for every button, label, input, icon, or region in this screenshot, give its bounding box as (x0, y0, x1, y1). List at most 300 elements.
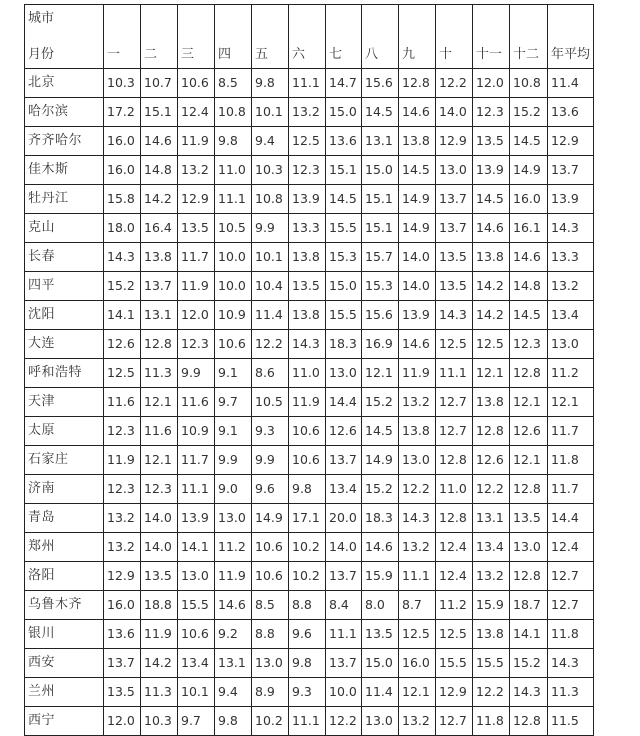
value-cell: 11.1 (399, 562, 436, 591)
annual-average-cell: 12.9 (548, 127, 594, 156)
value-cell: 10.4 (252, 272, 289, 301)
value-cell: 12.8 (510, 707, 548, 736)
value-cell: 15.1 (362, 214, 399, 243)
value-cell: 11.1 (289, 69, 326, 98)
value-cell: 12.3 (510, 330, 548, 359)
value-cell: 14.5 (510, 301, 548, 330)
annual-average-cell: 11.7 (548, 417, 594, 446)
city-name-cell: 西宁 (25, 707, 104, 736)
table-container (24, 4, 594, 736)
value-cell: 11.9 (215, 562, 252, 591)
value-cell: 14.0 (326, 533, 362, 562)
value-cell: 16.0 (104, 591, 141, 620)
value-cell: 10.0 (215, 243, 252, 272)
value-cell: 17.2 (104, 98, 141, 127)
value-cell: 13.1 (362, 127, 399, 156)
value-cell: 14.5 (473, 185, 510, 214)
city-name-cell: 郑州 (25, 533, 104, 562)
month-header-6: 六 (289, 5, 326, 69)
annual-average-cell: 13.3 (548, 243, 594, 272)
monthly-data-table (24, 4, 594, 736)
value-cell: 9.8 (215, 127, 252, 156)
value-cell: 10.6 (252, 562, 289, 591)
value-cell: 9.1 (215, 359, 252, 388)
value-cell: 14.4 (326, 388, 362, 417)
value-cell: 16.9 (362, 330, 399, 359)
value-cell: 12.7 (436, 707, 473, 736)
month-header-11: 十一 (473, 5, 510, 69)
value-cell: 15.5 (326, 301, 362, 330)
value-cell: 13.7 (141, 272, 178, 301)
value-cell: 13.0 (510, 533, 548, 562)
value-cell: 13.2 (473, 562, 510, 591)
value-cell: 11.0 (289, 359, 326, 388)
value-cell: 10.8 (510, 69, 548, 98)
value-cell: 8.9 (252, 678, 289, 707)
annual-average-cell: 11.3 (548, 678, 594, 707)
value-cell: 12.5 (473, 330, 510, 359)
value-cell: 12.1 (362, 359, 399, 388)
value-cell: 12.1 (510, 446, 548, 475)
value-cell: 14.9 (399, 214, 436, 243)
value-cell: 11.1 (436, 359, 473, 388)
value-cell: 11.0 (436, 475, 473, 504)
value-cell: 15.3 (362, 272, 399, 301)
value-cell: 9.9 (252, 446, 289, 475)
value-cell: 12.8 (436, 446, 473, 475)
value-cell: 10.8 (252, 185, 289, 214)
value-cell: 9.8 (289, 649, 326, 678)
month-header-8: 八 (362, 5, 399, 69)
annual-average-cell: 14.3 (548, 649, 594, 678)
value-cell: 11.4 (362, 678, 399, 707)
table-row (25, 678, 594, 707)
value-cell: 13.2 (289, 98, 326, 127)
value-cell: 11.1 (326, 620, 362, 649)
value-cell: 12.7 (436, 417, 473, 446)
value-cell: 15.5 (178, 591, 215, 620)
city-name-cell: 洛阳 (25, 562, 104, 591)
value-cell: 10.0 (326, 678, 362, 707)
value-cell: 13.1 (215, 649, 252, 678)
value-cell: 15.2 (510, 649, 548, 678)
value-cell: 15.0 (326, 272, 362, 301)
annual-average-cell: 12.7 (548, 562, 594, 591)
value-cell: 15.1 (141, 98, 178, 127)
value-cell: 14.1 (178, 533, 215, 562)
value-cell: 13.4 (326, 475, 362, 504)
value-cell: 13.2 (399, 533, 436, 562)
value-cell: 14.3 (399, 504, 436, 533)
value-cell: 10.3 (141, 707, 178, 736)
value-cell: 14.0 (141, 504, 178, 533)
value-cell: 13.8 (473, 388, 510, 417)
value-cell: 14.6 (215, 591, 252, 620)
value-cell: 10.6 (289, 446, 326, 475)
value-cell: 13.8 (289, 301, 326, 330)
month-header-9: 九 (399, 5, 436, 69)
annual-average-cell: 11.4 (548, 69, 594, 98)
value-cell: 9.7 (178, 707, 215, 736)
table-row (25, 69, 594, 98)
month-header-label: 月份 (28, 47, 55, 62)
value-cell: 12.8 (399, 69, 436, 98)
value-cell: 16.0 (510, 185, 548, 214)
value-cell: 11.9 (178, 127, 215, 156)
value-cell: 12.3 (289, 156, 326, 185)
value-cell: 9.8 (252, 69, 289, 98)
city-name-cell: 石家庄 (25, 446, 104, 475)
value-cell: 14.6 (141, 127, 178, 156)
value-cell: 12.1 (399, 678, 436, 707)
value-cell: 14.0 (399, 272, 436, 301)
value-cell: 13.2 (104, 504, 141, 533)
month-header-4: 四 (215, 5, 252, 69)
table-row (25, 504, 594, 533)
value-cell: 12.3 (473, 98, 510, 127)
value-cell: 8.7 (399, 591, 436, 620)
value-cell: 13.8 (289, 243, 326, 272)
value-cell: 14.5 (326, 185, 362, 214)
value-cell: 13.2 (399, 388, 436, 417)
value-cell: 9.4 (252, 127, 289, 156)
value-cell: 9.4 (215, 678, 252, 707)
value-cell: 13.5 (104, 678, 141, 707)
value-cell: 15.0 (362, 156, 399, 185)
annual-average-cell: 11.5 (548, 707, 594, 736)
value-cell: 15.5 (473, 649, 510, 678)
annual-average-cell: 13.7 (548, 156, 594, 185)
value-cell: 13.9 (473, 156, 510, 185)
value-cell: 13.2 (178, 156, 215, 185)
annual-average-cell: 12.7 (548, 591, 594, 620)
value-cell: 12.5 (104, 359, 141, 388)
value-cell: 9.6 (289, 620, 326, 649)
value-cell: 11.9 (289, 388, 326, 417)
value-cell: 15.0 (362, 649, 399, 678)
month-header-7: 七 (326, 5, 362, 69)
table-row (25, 475, 594, 504)
value-cell: 9.8 (289, 475, 326, 504)
value-cell: 11.9 (178, 272, 215, 301)
annual-average-cell: 12.4 (548, 533, 594, 562)
city-name-cell: 四平 (25, 272, 104, 301)
city-name-cell: 济南 (25, 475, 104, 504)
city-name-cell: 西安 (25, 649, 104, 678)
value-cell: 14.3 (510, 678, 548, 707)
value-cell: 12.9 (436, 678, 473, 707)
value-cell: 14.5 (362, 98, 399, 127)
month-header-10: 十 (436, 5, 473, 69)
city-name-cell: 乌鲁木齐 (25, 591, 104, 620)
table-row (25, 185, 594, 214)
value-cell: 15.1 (362, 185, 399, 214)
value-cell: 9.3 (289, 678, 326, 707)
value-cell: 12.2 (473, 678, 510, 707)
value-cell: 15.7 (362, 243, 399, 272)
table-row (25, 591, 594, 620)
value-cell: 14.2 (141, 649, 178, 678)
value-cell: 15.0 (326, 98, 362, 127)
value-cell: 14.2 (473, 301, 510, 330)
table-row (25, 243, 594, 272)
value-cell: 13.2 (399, 707, 436, 736)
value-cell: 15.6 (362, 301, 399, 330)
value-cell: 13.5 (436, 243, 473, 272)
value-cell: 13.8 (473, 243, 510, 272)
value-cell: 14.5 (510, 127, 548, 156)
value-cell: 14.0 (399, 243, 436, 272)
value-cell: 14.9 (510, 156, 548, 185)
value-cell: 10.2 (289, 533, 326, 562)
value-cell: 13.0 (436, 156, 473, 185)
value-cell: 9.3 (252, 417, 289, 446)
value-cell: 10.6 (215, 330, 252, 359)
value-cell: 18.3 (326, 330, 362, 359)
value-cell: 13.0 (362, 707, 399, 736)
value-cell: 13.5 (178, 214, 215, 243)
value-cell: 10.6 (178, 620, 215, 649)
value-cell: 13.7 (326, 562, 362, 591)
city-name-cell: 哈尔滨 (25, 98, 104, 127)
value-cell: 9.9 (178, 359, 215, 388)
value-cell: 13.7 (104, 649, 141, 678)
value-cell: 11.4 (252, 301, 289, 330)
value-cell: 15.2 (104, 272, 141, 301)
table-row (25, 156, 594, 185)
value-cell: 10.8 (215, 98, 252, 127)
value-cell: 13.5 (436, 272, 473, 301)
value-cell: 12.7 (436, 388, 473, 417)
value-cell: 10.5 (252, 388, 289, 417)
value-cell: 14.3 (436, 301, 473, 330)
value-cell: 11.3 (141, 678, 178, 707)
corner-header-cell (25, 5, 104, 69)
annual-average-cell: 14.4 (548, 504, 594, 533)
value-cell: 11.6 (141, 417, 178, 446)
value-cell: 14.5 (399, 156, 436, 185)
value-cell: 14.9 (252, 504, 289, 533)
city-name-cell: 天津 (25, 388, 104, 417)
value-cell: 12.2 (473, 475, 510, 504)
table-row (25, 707, 594, 736)
value-cell: 13.6 (326, 127, 362, 156)
value-cell: 12.2 (436, 69, 473, 98)
value-cell: 11.1 (178, 475, 215, 504)
value-cell: 14.6 (362, 533, 399, 562)
value-cell: 10.3 (104, 69, 141, 98)
value-cell: 8.6 (252, 359, 289, 388)
value-cell: 17.1 (289, 504, 326, 533)
value-cell: 14.0 (141, 533, 178, 562)
value-cell: 14.8 (510, 272, 548, 301)
value-cell: 10.1 (178, 678, 215, 707)
value-cell: 12.2 (252, 330, 289, 359)
annual-average-cell: 11.8 (548, 620, 594, 649)
table-row (25, 301, 594, 330)
city-name-cell: 长春 (25, 243, 104, 272)
value-cell: 12.6 (473, 446, 510, 475)
value-cell: 10.7 (141, 69, 178, 98)
value-cell: 12.5 (399, 620, 436, 649)
city-name-cell: 大连 (25, 330, 104, 359)
value-cell: 11.0 (215, 156, 252, 185)
value-cell: 10.1 (252, 98, 289, 127)
value-cell: 12.0 (104, 707, 141, 736)
value-cell: 14.2 (141, 185, 178, 214)
value-cell: 9.2 (215, 620, 252, 649)
value-cell: 12.4 (178, 98, 215, 127)
annual-average-cell: 13.4 (548, 301, 594, 330)
table-row (25, 388, 594, 417)
value-cell: 11.6 (178, 388, 215, 417)
value-cell: 10.5 (215, 214, 252, 243)
value-cell: 13.5 (289, 272, 326, 301)
month-header-3: 三 (178, 5, 215, 69)
value-cell: 10.3 (252, 156, 289, 185)
value-cell: 12.0 (473, 69, 510, 98)
value-cell: 10.1 (252, 243, 289, 272)
month-header-5: 五 (252, 5, 289, 69)
annual-average-header: 年平均 (548, 5, 594, 69)
value-cell: 8.4 (326, 591, 362, 620)
annual-average-cell: 11.8 (548, 446, 594, 475)
value-cell: 10.9 (178, 417, 215, 446)
value-cell: 13.7 (436, 185, 473, 214)
value-cell: 13.9 (399, 301, 436, 330)
value-cell: 14.6 (399, 330, 436, 359)
table-row (25, 272, 594, 301)
value-cell: 11.9 (399, 359, 436, 388)
value-cell: 12.8 (510, 359, 548, 388)
value-cell: 14.0 (436, 98, 473, 127)
table-row (25, 214, 594, 243)
value-cell: 16.0 (104, 156, 141, 185)
value-cell: 9.9 (215, 446, 252, 475)
annual-average-cell: 12.1 (548, 388, 594, 417)
value-cell: 13.5 (473, 127, 510, 156)
value-cell: 13.9 (178, 504, 215, 533)
value-cell: 14.8 (141, 156, 178, 185)
table-row (25, 446, 594, 475)
value-cell: 13.3 (289, 214, 326, 243)
value-cell: 12.0 (178, 301, 215, 330)
value-cell: 12.3 (104, 475, 141, 504)
value-cell: 13.0 (399, 446, 436, 475)
value-cell: 15.9 (362, 562, 399, 591)
value-cell: 12.9 (104, 562, 141, 591)
value-cell: 11.2 (436, 591, 473, 620)
value-cell: 9.9 (252, 214, 289, 243)
value-cell: 14.9 (362, 446, 399, 475)
annual-average-cell: 13.2 (548, 272, 594, 301)
value-cell: 13.5 (362, 620, 399, 649)
value-cell: 8.0 (362, 591, 399, 620)
value-cell: 12.9 (178, 185, 215, 214)
city-name-cell: 青岛 (25, 504, 104, 533)
value-cell: 11.3 (141, 359, 178, 388)
value-cell: 15.5 (326, 214, 362, 243)
city-name-cell: 克山 (25, 214, 104, 243)
value-cell: 10.6 (289, 417, 326, 446)
city-header-label: 城市 (28, 11, 55, 26)
value-cell: 13.8 (399, 417, 436, 446)
value-cell: 11.7 (178, 243, 215, 272)
value-cell: 14.9 (399, 185, 436, 214)
value-cell: 12.8 (510, 475, 548, 504)
table-row (25, 127, 594, 156)
value-cell: 8.8 (289, 591, 326, 620)
city-name-cell: 兰州 (25, 678, 104, 707)
value-cell: 10.0 (215, 272, 252, 301)
value-cell: 9.8 (215, 707, 252, 736)
value-cell: 15.6 (362, 69, 399, 98)
table-row (25, 417, 594, 446)
value-cell: 12.3 (104, 417, 141, 446)
value-cell: 12.5 (436, 620, 473, 649)
value-cell: 13.8 (141, 243, 178, 272)
value-cell: 16.4 (141, 214, 178, 243)
value-cell: 12.1 (141, 446, 178, 475)
value-cell: 12.8 (436, 504, 473, 533)
value-cell: 12.1 (473, 359, 510, 388)
value-cell: 12.4 (436, 533, 473, 562)
value-cell: 13.0 (326, 359, 362, 388)
month-header-1: 一 (104, 5, 141, 69)
value-cell: 9.0 (215, 475, 252, 504)
annual-average-cell: 13.0 (548, 330, 594, 359)
city-name-cell: 佳木斯 (25, 156, 104, 185)
value-cell: 12.6 (104, 330, 141, 359)
value-cell: 12.6 (510, 417, 548, 446)
value-cell: 11.8 (473, 707, 510, 736)
value-cell: 18.3 (362, 504, 399, 533)
value-cell: 11.7 (178, 446, 215, 475)
value-cell: 8.8 (252, 620, 289, 649)
city-name-cell: 齐齐哈尔 (25, 127, 104, 156)
value-cell: 12.3 (141, 475, 178, 504)
value-cell: 12.8 (473, 417, 510, 446)
value-cell: 14.3 (289, 330, 326, 359)
value-cell: 13.0 (252, 649, 289, 678)
value-cell: 18.7 (510, 591, 548, 620)
value-cell: 15.2 (510, 98, 548, 127)
value-cell: 15.2 (362, 388, 399, 417)
value-cell: 14.6 (473, 214, 510, 243)
value-cell: 13.6 (104, 620, 141, 649)
value-cell: 8.5 (252, 591, 289, 620)
city-name-cell: 银川 (25, 620, 104, 649)
value-cell: 8.5 (215, 69, 252, 98)
value-cell: 12.1 (141, 388, 178, 417)
value-cell: 12.2 (399, 475, 436, 504)
value-cell: 13.7 (326, 446, 362, 475)
value-cell: 10.6 (178, 69, 215, 98)
value-cell: 12.8 (510, 562, 548, 591)
table-row (25, 98, 594, 127)
value-cell: 9.6 (252, 475, 289, 504)
value-cell: 14.7 (326, 69, 362, 98)
value-cell: 13.7 (326, 649, 362, 678)
value-cell: 14.6 (399, 98, 436, 127)
value-cell: 12.5 (436, 330, 473, 359)
value-cell: 12.9 (436, 127, 473, 156)
value-cell: 11.2 (215, 533, 252, 562)
value-cell: 13.2 (104, 533, 141, 562)
city-name-cell: 沈阳 (25, 301, 104, 330)
value-cell: 16.1 (510, 214, 548, 243)
value-cell: 14.1 (510, 620, 548, 649)
